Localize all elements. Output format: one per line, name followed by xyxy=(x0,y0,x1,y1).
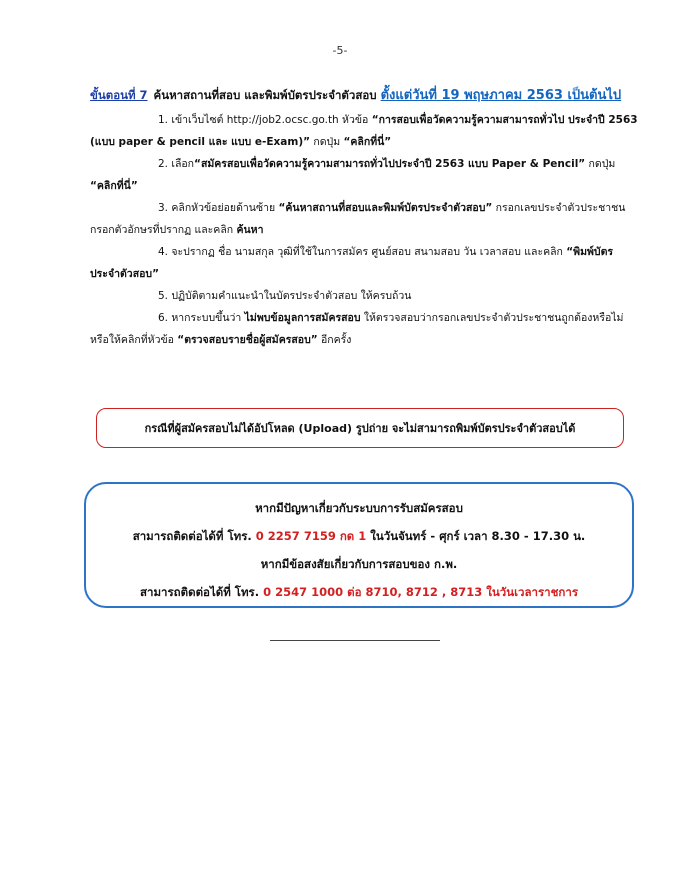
phone-exam-inquiry: 0 2547 1000 ต่อ 8710, 8712 , 8713 ในวันเวลาราชการ xyxy=(263,585,578,599)
step-label: ขั้นตอนที่ 7 xyxy=(90,88,148,102)
instruction-3: 3. คลิกหัวข้อย่อยด้านซ้าย “ค้นหาสถานที่สอบและพิมพ์บัตรประจำตัวสอบ” กรอกเลขประจำตัวประชาชน กรอกตัวอักษรที่ปรากฏ และคลิก ค้นหา xyxy=(90,202,626,236)
step-title: ค้นหาสถานที่สอบ และพิมพ์บัตรประจำตัวสอบ xyxy=(153,88,377,102)
contact-line-3: หากมีข้อสงสัยเกี่ยวกับการสอบของ ก.พ. xyxy=(260,557,458,571)
contact-line-4: สามารถติดต่อได้ที่ โทร. 0 2547 1000 ต่อ 8710, 8712 , 8713 ในวันเวลาราชการ xyxy=(139,585,578,599)
instruction-6: 6. หากระบบขึ้นว่า ไม่พบข้อมูลการสมัครสอบ ให้ตรวจสอบว่ากรอกเลขประจำตัวประชาชนถูกต้องหรือไม่ หรือให้คลิกที่หัวข้อ “ตรวจสอบรายชื่อผู้สมัครสอบ” อีกครั้ง xyxy=(90,312,624,346)
contact-line-2: สามารถติดต่อได้ที่ โทร. 0 2257 7159 กด 1 ในวันจันทร์ - ศุกร์ เวลา 8.30 - 17.30 น. xyxy=(132,529,586,543)
contact-line-1: หากมีปัญหาเกี่ยวกับระบบการรับสมัครสอบ xyxy=(255,501,463,515)
phone-registration: 0 2257 7159 กด 1 xyxy=(255,529,367,543)
instruction-1: 1. เข้าเว็บไซต์ http://job2.ocsc.go.th หัวข้อ “การสอบเพื่อวัดความรู้ความสามารถทั่วไป ประจำปี 2563 (แบบ paper & pencil และ แบบ e-Exam)” กดปุ่ม “คลิกที่นี่” xyxy=(90,114,638,148)
contact-info-box xyxy=(84,482,634,608)
instruction-2: 2. เลือก“สมัครสอบเพื่อวัดความรู้ความสามารถทั่วไปประจำปี 2563 แบบ Paper & Pencil” กดปุ่ม “คลิกที่นี่” xyxy=(90,158,616,192)
step-heading xyxy=(90,86,638,105)
instruction-5: 5. ปฏิบัติตามคำแนะนำในบัตรประจำตัวสอบ ให้ครบถ้วน xyxy=(158,290,412,302)
upload-warning-text: กรณีที่ผู้สมัครสอบไม่ได้อัปโหลด (Upload) รูปถ่าย จะไม่สามารถพิมพ์บัตรประจำตัวสอบได้ xyxy=(144,422,576,435)
instruction-4: 4. จะปรากฏ ชื่อ นามสกุล วุฒิที่ใช้ในการสมัคร ศูนย์สอบ สนามสอบ วัน เวลาสอบ และคลิก “พิมพ์บัตรประจำตัวสอบ” xyxy=(90,246,614,280)
upload-warning-box xyxy=(96,408,624,448)
end-divider xyxy=(270,640,440,641)
step-date: ตั้งแต่วันที่ 19 พฤษภาคม 2563 เป็นต้นไป xyxy=(380,88,622,103)
step-7-section xyxy=(90,86,638,351)
page-number: -5- xyxy=(332,44,348,57)
